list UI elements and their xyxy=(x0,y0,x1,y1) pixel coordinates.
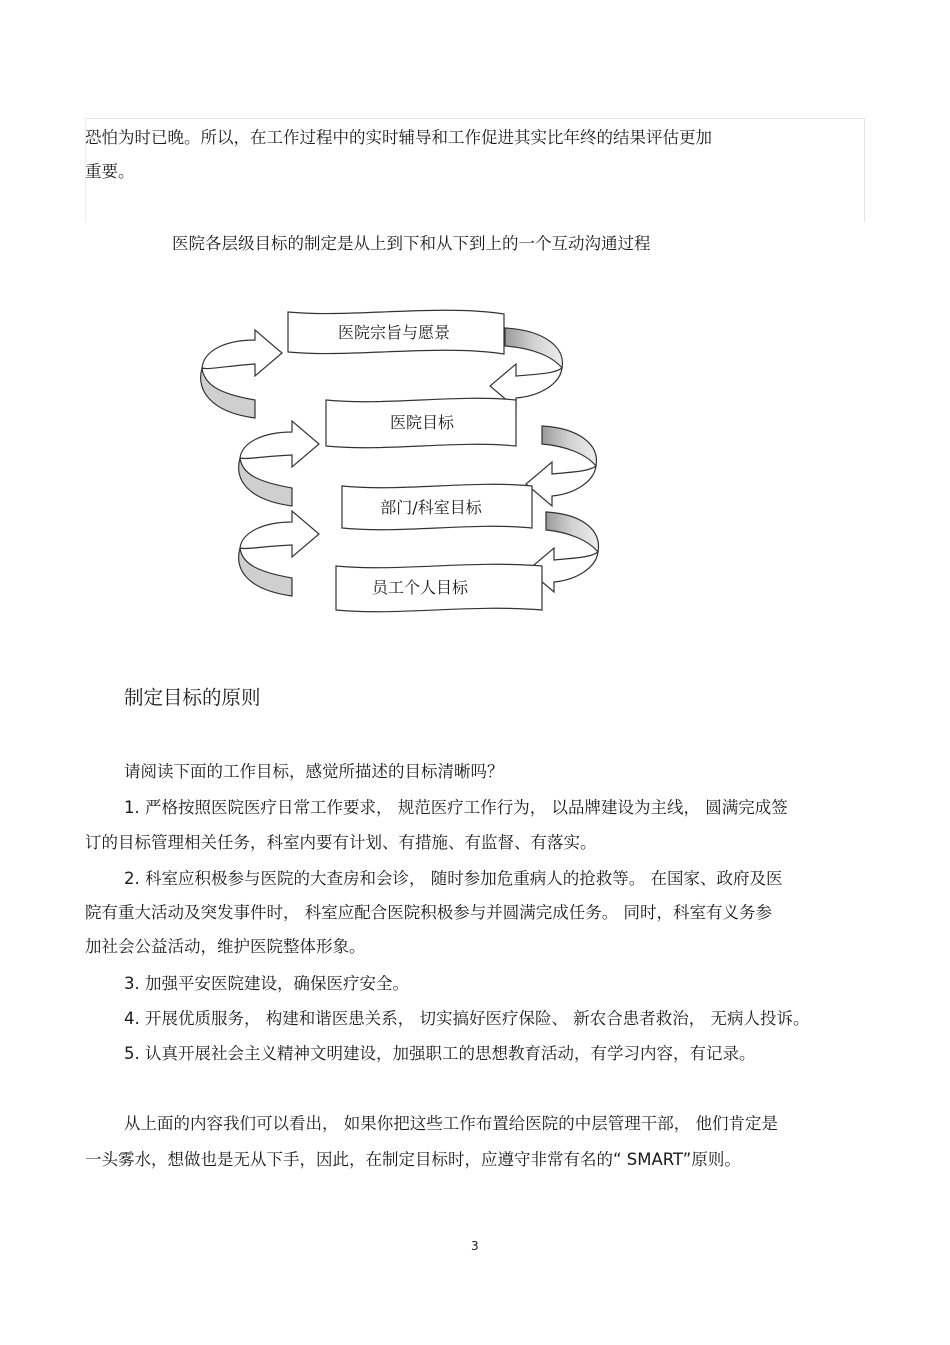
item-3: 3. 加强平安医院建设，确保医疗安全。 xyxy=(124,974,409,993)
level-label-1: 医院宗旨与愿景 xyxy=(337,323,451,342)
item-2-line-2: 院有重大活动及突发事件时， 科室应配合医院积极参与并圆满完成任务。 同时，科室有义务参 xyxy=(85,903,772,922)
item-1-line-2: 订的目标管理相关任务，科室内要有计划、有措施、有监督、有落实。 xyxy=(85,833,597,852)
section-heading: 制定目标的原则 xyxy=(124,686,261,709)
level-box-1 xyxy=(288,310,504,354)
level-box-2 xyxy=(326,398,516,447)
item-2-line-1: 2. 科室应积极参与医院的大查房和会诊， 随时参加危重病人的抢救等。 在国家、政府及医 xyxy=(124,869,783,888)
item-2-line-3: 加社会公益活动，维护医院整体形象。 xyxy=(85,937,366,956)
level-box-3 xyxy=(342,484,532,529)
up-arrow-3 xyxy=(239,511,319,596)
diagram-caption: 医院各层级目标的制定是从上到下和从下到上的一个互动沟通过程 xyxy=(172,234,651,253)
up-arrow-1 xyxy=(201,330,282,418)
level-label-3: 部门/科室目标 xyxy=(380,498,482,517)
level-label-2: 医院目标 xyxy=(389,413,455,432)
up-arrow-2 xyxy=(239,421,319,506)
question-text: 请阅读下面的工作目标，感觉所描述的目标清晰吗？ xyxy=(124,762,504,781)
intro-line-2: 重要。 xyxy=(85,162,135,181)
conclusion-line-1: 从上面的内容我们可以看出， 如果你把这些工作布置给医院的中层管理干部， 他们肯定是 xyxy=(124,1114,778,1133)
level-label-4: 员工个人目标 xyxy=(371,578,469,597)
intro-line-1: 恐怕为时已晚。所以，在工作过程中的实时辅导和工作促进其实比年终的结果评估更加 xyxy=(85,128,712,147)
goal-cascade-diagram xyxy=(190,300,610,630)
item-1-line-1: 1. 严格按照医院医疗日常工作要求， 规范医疗工作行为， 以品牌建设为主线， 圆满完成签 xyxy=(124,798,788,817)
down-arrow-2 xyxy=(526,426,596,506)
conclusion-line-2: 一头雾水，想做也是无从下手，因此，在制定目标时，应遵守非常有名的“ SMART”原则。 xyxy=(85,1150,741,1169)
page-number: 3 xyxy=(471,1239,479,1253)
item-5: 5. 认真开展社会主义精神文明建设，加强职工的思想教育活动，有学习内容，有记录。 xyxy=(124,1044,756,1063)
item-4: 4. 开展优质服务， 构建和谐医患关系， 切实搞好医疗保险、 新农合患者救治， 无病人投诉。 xyxy=(124,1009,810,1028)
level-box-4 xyxy=(336,564,542,611)
